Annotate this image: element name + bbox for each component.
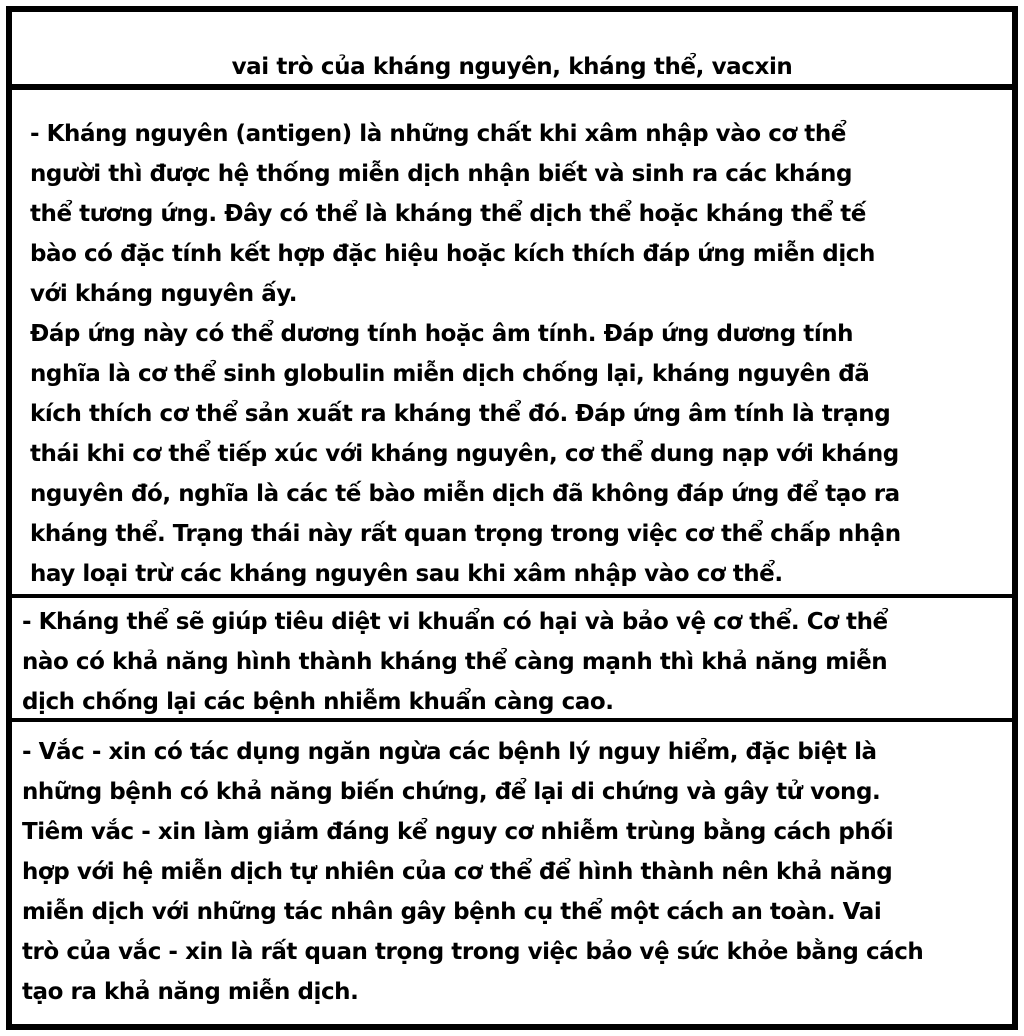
vaccine-line: Tiêm vắc - xin làm giảm đáng kể nguy cơ nhiễm trùng bằng cách phối [22, 819, 894, 845]
antibody-line: - Kháng thể sẽ giúp tiêu diệt vi khuẩn có hại và bảo vệ cơ thể. Cơ thể [22, 609, 888, 635]
vaccine-line: - Vắc - xin có tác dụng ngăn ngừa các bệnh lý nguy hiểm, đặc biệt là [22, 739, 877, 765]
vaccine-section [12, 722, 1012, 1024]
antigen-line: - Kháng nguyên (antigen) là những chất khi xâm nhập vào cơ thể [30, 121, 846, 147]
vaccine-line: tạo ra khả năng miễn dịch. [22, 979, 359, 1005]
antibody-line: nào có khả năng hình thành kháng thể càng mạnh thì khả năng miễn [22, 649, 888, 675]
antigen-line: hay loại trừ các kháng nguyên sau khi xâm nhập vào cơ thể. [30, 561, 783, 587]
vaccine-line: trò của vắc - xin là rất quan trọng trong việc bảo vệ sức khỏe bằng cách [22, 939, 924, 965]
antigen-line: thể tương ứng. Đây có thể là kháng thể dịch thể hoặc kháng thể tế [30, 201, 866, 227]
antigen-line: nguyên đó, nghĩa là các tế bào miễn dịch đã không đáp ứng để tạo ra [30, 481, 900, 507]
vaccine-line: miễn dịch với những tác nhân gây bệnh cụ thể một cách an toàn. Vai [22, 899, 882, 925]
antigen-section [12, 96, 1012, 594]
vaccine-line: những bệnh có khả năng biến chứng, để lại di chứng và gây tử vong. [22, 779, 881, 805]
antigen-line: kích thích cơ thể sản xuất ra kháng thể đó. Đáp ứng âm tính là trạng [30, 401, 891, 427]
antigen-line: kháng thể. Trạng thái này rất quan trọng trong việc cơ thể chấp nhận [30, 521, 901, 547]
antibody-line: dịch chống lại các bệnh nhiễm khuẩn càng cao. [22, 689, 614, 715]
antigen-line: nghĩa là cơ thể sinh globulin miễn dịch chống lại, kháng nguyên đã [30, 361, 870, 387]
antigen-line: Đáp ứng này có thể dương tính hoặc âm tính. Đáp ứng dương tính [30, 321, 854, 347]
antigen-line: người thì được hệ thống miễn dịch nhận biết và sinh ra các kháng [30, 161, 852, 187]
vaccine-line: hợp với hệ miễn dịch tự nhiên của cơ thể để hình thành nên khả năng [22, 859, 893, 885]
antibody-section [12, 598, 1012, 722]
table-title: vai trò của kháng nguyên, kháng thể, vacxin [231, 54, 793, 80]
antigen-line: bào có đặc tính kết hợp đặc hiệu hoặc kích thích đáp ứng miễn dịch [30, 241, 875, 267]
antigen-line: với kháng nguyên ấy. [30, 281, 298, 307]
title-row [12, 12, 1012, 90]
antigen-line: thái khi cơ thể tiếp xúc với kháng nguyên, cơ thể dung nạp với kháng [30, 441, 899, 467]
content-table [6, 6, 1018, 1030]
